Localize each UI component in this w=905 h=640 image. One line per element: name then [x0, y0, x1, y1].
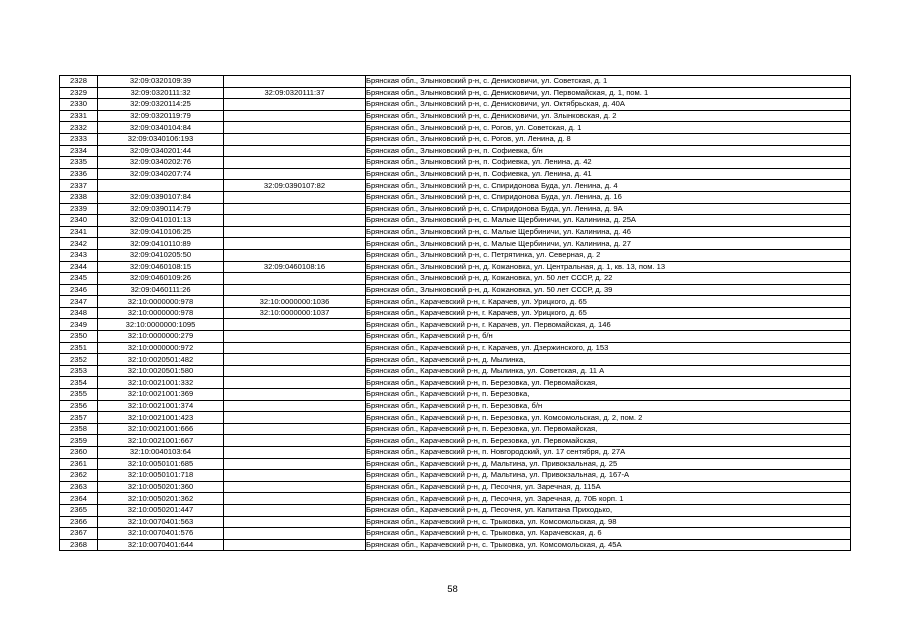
row-number-cell: 2368	[60, 539, 98, 551]
address-cell: Брянская обл., Карачевский р-н, г. Карачев, ул. Урицкого, д. 65	[366, 307, 851, 319]
address-cell: Брянская обл., Карачевский р-н, г. Карачев, ул. Дзержинского, д. 153	[366, 342, 851, 354]
cadastral-number-cell: 32:09:0390107:84	[98, 191, 224, 203]
row-number-cell: 2351	[60, 342, 98, 354]
related-cadastral-number-cell	[224, 342, 366, 354]
related-cadastral-number-cell	[224, 493, 366, 505]
row-number-cell: 2334	[60, 145, 98, 157]
related-cadastral-number-cell	[224, 76, 366, 88]
address-cell: Брянская обл., Карачевский р-н, д. Песочня, ул. Заречная, д. 115А	[366, 481, 851, 493]
row-number-cell: 2346	[60, 284, 98, 296]
row-number-cell: 2337	[60, 180, 98, 192]
cadastral-number-cell: 32:10:0020501:482	[98, 354, 224, 366]
table-row	[60, 389, 851, 401]
cadastral-number-cell: 32:10:0000000:279	[98, 331, 224, 343]
related-cadastral-number-cell	[224, 377, 366, 389]
address-cell: Брянская обл., Злынковский р-н, п. Софиевка, б/н	[366, 145, 851, 157]
related-cadastral-number-cell	[224, 191, 366, 203]
related-cadastral-number-cell	[224, 203, 366, 215]
table-row	[60, 284, 851, 296]
address-cell: Брянская обл., Злынковский р-н, с. Спиридонова Буда, ул. Ленина, д. 4	[366, 180, 851, 192]
table-row	[60, 191, 851, 203]
cadastral-number-cell: 32:10:0040103:64	[98, 447, 224, 459]
cadastral-number-cell: 32:09:0410110:89	[98, 238, 224, 250]
cadastral-number-cell: 32:09:0320111:32	[98, 87, 224, 99]
related-cadastral-number-cell	[224, 458, 366, 470]
related-cadastral-number-cell	[224, 539, 366, 551]
table-row	[60, 504, 851, 516]
related-cadastral-number-cell	[224, 157, 366, 169]
row-number-cell: 2330	[60, 99, 98, 111]
related-cadastral-number-cell	[224, 238, 366, 250]
related-cadastral-number-cell	[224, 435, 366, 447]
related-cadastral-number-cell	[224, 133, 366, 145]
row-number-cell: 2350	[60, 331, 98, 343]
related-cadastral-number-cell	[224, 528, 366, 540]
related-cadastral-number-cell: 32:10:0000000:1036	[224, 296, 366, 308]
row-number-cell: 2344	[60, 261, 98, 273]
table-row	[60, 87, 851, 99]
table-row	[60, 180, 851, 192]
address-cell: Брянская обл., Карачевский р-н, с. Трыковка, ул. Карачевская, д. 6	[366, 528, 851, 540]
table-row	[60, 203, 851, 215]
cadastral-number-cell: 32:09:0340202:76	[98, 157, 224, 169]
address-cell: Брянская обл., Карачевский р-н, д. Мылинка,	[366, 354, 851, 366]
related-cadastral-number-cell	[224, 273, 366, 285]
row-number-cell: 2329	[60, 87, 98, 99]
table-row	[60, 99, 851, 111]
cadastral-number-cell: 32:10:0050201:360	[98, 481, 224, 493]
address-cell: Брянская обл., Карачевский р-н, д. Мальтина, ул. Привокзальная, д. 167-А	[366, 470, 851, 482]
address-cell: Брянская обл., Карачевский р-н, д. Песочня, ул. Капитана Приходько,	[366, 504, 851, 516]
related-cadastral-number-cell	[224, 516, 366, 528]
related-cadastral-number-cell	[224, 122, 366, 134]
cadastral-number-cell: 32:09:0320114:25	[98, 99, 224, 111]
related-cadastral-number-cell	[224, 226, 366, 238]
row-number-cell: 2342	[60, 238, 98, 250]
row-number-cell: 2328	[60, 76, 98, 88]
cadastral-number-cell: 32:10:0021001:667	[98, 435, 224, 447]
row-number-cell: 2366	[60, 516, 98, 528]
cadastral-number-cell: 32:10:0050101:685	[98, 458, 224, 470]
cadastral-number-cell: 32:10:0000000:978	[98, 296, 224, 308]
related-cadastral-number-cell	[224, 284, 366, 296]
row-number-cell: 2359	[60, 435, 98, 447]
cadastral-number-cell: 32:09:0340106:193	[98, 133, 224, 145]
address-cell: Брянская обл., Карачевский р-н, п. Березовка, ул. Первомайская,	[366, 377, 851, 389]
related-cadastral-number-cell	[224, 168, 366, 180]
address-cell: Брянская обл., Карачевский р-н, п. Березовка,	[366, 389, 851, 401]
table-row	[60, 539, 851, 551]
table-row	[60, 342, 851, 354]
cadastral-number-cell: 32:09:0460109:26	[98, 273, 224, 285]
related-cadastral-number-cell	[224, 423, 366, 435]
table-row	[60, 226, 851, 238]
row-number-cell: 2343	[60, 249, 98, 261]
related-cadastral-number-cell	[224, 215, 366, 227]
table-row	[60, 377, 851, 389]
address-cell: Брянская обл., Карачевский р-н, г. Карачев, ул. Первомайская, д. 146	[366, 319, 851, 331]
related-cadastral-number-cell	[224, 319, 366, 331]
related-cadastral-number-cell: 32:09:0320111:37	[224, 87, 366, 99]
table-row	[60, 319, 851, 331]
row-number-cell: 2353	[60, 365, 98, 377]
address-cell: Брянская обл., Карачевский р-н, д. Мылинка, ул. Советская, д. 11 А	[366, 365, 851, 377]
row-number-cell: 2358	[60, 423, 98, 435]
address-cell: Брянская обл., Злынковский р-н, д. Кожановка, ул. 50 лет СССР, д. 39	[366, 284, 851, 296]
address-cell: Брянская обл., Карачевский р-н, п. Новгородский, ул. 17 сентября, д. 27А	[366, 447, 851, 459]
related-cadastral-number-cell	[224, 249, 366, 261]
table-row	[60, 400, 851, 412]
row-number-cell: 2336	[60, 168, 98, 180]
registry-table	[59, 75, 851, 551]
table-row	[60, 331, 851, 343]
row-number-cell: 2365	[60, 504, 98, 516]
related-cadastral-number-cell	[224, 412, 366, 424]
address-cell: Брянская обл., Злынковский р-н, с. Петрятинка, ул. Северная, д. 2	[366, 249, 851, 261]
table-row	[60, 516, 851, 528]
address-cell: Брянская обл., Злынковский р-н, с. Рогов, ул. Ленина, д. 8	[366, 133, 851, 145]
cadastral-number-cell: 32:09:0320109:39	[98, 76, 224, 88]
table-row	[60, 133, 851, 145]
row-number-cell: 2356	[60, 400, 98, 412]
address-cell: Брянская обл., Злынковский р-н, д. Кожановка, ул. Центральная, д. 1, кв. 13, пом. 13	[366, 261, 851, 273]
related-cadastral-number-cell	[224, 470, 366, 482]
row-number-cell: 2332	[60, 122, 98, 134]
address-cell: Брянская обл., Карачевский р-н, д. Мальтина, ул. Привокзальная, д. 25	[366, 458, 851, 470]
address-cell: Брянская обл., Карачевский р-н, д. Песочня, ул. Заречная, д. 70Б корп. 1	[366, 493, 851, 505]
address-cell: Брянская обл., Злынковский р-н, с. Денисковичи, ул. Советская, д. 1	[366, 76, 851, 88]
related-cadastral-number-cell	[224, 365, 366, 377]
address-cell: Брянская обл., Злынковский р-н, п. Софиевка, ул. Ленина, д. 41	[366, 168, 851, 180]
row-number-cell: 2340	[60, 215, 98, 227]
cadastral-number-cell: 32:10:0070401:644	[98, 539, 224, 551]
table-row	[60, 412, 851, 424]
row-number-cell: 2335	[60, 157, 98, 169]
registry-table-body	[60, 76, 851, 551]
table-row	[60, 273, 851, 285]
address-cell: Брянская обл., Карачевский р-н, с. Трыковка, ул. Комсомольская, д. 98	[366, 516, 851, 528]
cadastral-number-cell: 32:10:0050101:718	[98, 470, 224, 482]
table-row	[60, 249, 851, 261]
cadastral-number-cell: 32:09:0340201:44	[98, 145, 224, 157]
table-row	[60, 110, 851, 122]
table-row	[60, 76, 851, 88]
table-row	[60, 423, 851, 435]
address-cell: Брянская обл., Злынковский р-н, п. Софиевка, ул. Ленина, д. 42	[366, 157, 851, 169]
cadastral-number-cell	[98, 180, 224, 192]
related-cadastral-number-cell	[224, 99, 366, 111]
address-cell: Брянская обл., Злынковский р-н, д. Кожановка, ул. 50 лет СССР, д. 22	[366, 273, 851, 285]
row-number-cell: 2333	[60, 133, 98, 145]
address-cell: Брянская обл., Злынковский р-н, с. Спиридонова Буда, ул. Ленина, д. 9А	[366, 203, 851, 215]
related-cadastral-number-cell	[224, 110, 366, 122]
table-row	[60, 365, 851, 377]
table-row	[60, 470, 851, 482]
row-number-cell: 2338	[60, 191, 98, 203]
row-number-cell: 2362	[60, 470, 98, 482]
cadastral-number-cell: 32:10:0000000:978	[98, 307, 224, 319]
related-cadastral-number-cell	[224, 145, 366, 157]
address-cell: Брянская обл., Злынковский р-н, с. Рогов, ул. Советская, д. 1	[366, 122, 851, 134]
cadastral-number-cell: 32:10:0021001:374	[98, 400, 224, 412]
related-cadastral-number-cell: 32:09:0390107:82	[224, 180, 366, 192]
related-cadastral-number-cell	[224, 481, 366, 493]
address-cell: Брянская обл., Злынковский р-н, с. Спиридонова Буда, ул. Ленина, д. 16	[366, 191, 851, 203]
table-row	[60, 435, 851, 447]
cadastral-number-cell: 32:10:0021001:423	[98, 412, 224, 424]
row-number-cell: 2345	[60, 273, 98, 285]
row-number-cell: 2348	[60, 307, 98, 319]
cadastral-number-cell: 32:10:0050201:362	[98, 493, 224, 505]
related-cadastral-number-cell	[224, 331, 366, 343]
cadastral-number-cell: 32:09:0460108:15	[98, 261, 224, 273]
cadastral-number-cell: 32:10:0020501:580	[98, 365, 224, 377]
cadastral-number-cell: 32:09:0320119:79	[98, 110, 224, 122]
address-cell: Брянская обл., Карачевский р-н, г. Карачев, ул. Урицкого, д. 65	[366, 296, 851, 308]
table-row	[60, 157, 851, 169]
table-row	[60, 493, 851, 505]
table-row	[60, 528, 851, 540]
address-cell: Брянская обл., Карачевский р-н, б/н	[366, 331, 851, 343]
cadastral-number-cell: 32:10:0070401:576	[98, 528, 224, 540]
row-number-cell: 2352	[60, 354, 98, 366]
address-cell: Брянская обл., Карачевский р-н, п. Березовка, б/н	[366, 400, 851, 412]
table-row	[60, 261, 851, 273]
cadastral-number-cell: 32:10:0021001:332	[98, 377, 224, 389]
related-cadastral-number-cell	[224, 389, 366, 401]
cadastral-number-cell: 32:09:0460111:26	[98, 284, 224, 296]
related-cadastral-number-cell: 32:09:0460108:16	[224, 261, 366, 273]
address-cell: Брянская обл., Злынковский р-н, с. Денисковичи, ул. Злынковская, д. 2	[366, 110, 851, 122]
table-row	[60, 238, 851, 250]
cadastral-number-cell: 32:09:0410101:13	[98, 215, 224, 227]
address-cell: Брянская обл., Карачевский р-н, п. Березовка, ул. Первомайская,	[366, 435, 851, 447]
cadastral-number-cell: 32:09:0390114:79	[98, 203, 224, 215]
row-number-cell: 2363	[60, 481, 98, 493]
address-cell: Брянская обл., Злынковский р-н, с. Денисковичи, ул. Октябрьская, д. 40А	[366, 99, 851, 111]
related-cadastral-number-cell	[224, 354, 366, 366]
address-cell: Брянская обл., Карачевский р-н, п. Березовка, ул. Первомайская,	[366, 423, 851, 435]
address-cell: Брянская обл., Злынковский р-н, с. Малые Щербиничи, ул. Калинина, д. 25А	[366, 215, 851, 227]
row-number-cell: 2355	[60, 389, 98, 401]
page-number: 58	[447, 584, 458, 595]
table-row	[60, 296, 851, 308]
cadastral-number-cell: 32:09:0340207:74	[98, 168, 224, 180]
related-cadastral-number-cell: 32:10:0000000:1037	[224, 307, 366, 319]
row-number-cell: 2367	[60, 528, 98, 540]
cadastral-number-cell: 32:10:0000000:972	[98, 342, 224, 354]
row-number-cell: 2339	[60, 203, 98, 215]
address-cell: Брянская обл., Злынковский р-н, с. Малые Щербиничи, ул. Калинина, д. 46	[366, 226, 851, 238]
related-cadastral-number-cell	[224, 447, 366, 459]
table-row	[60, 481, 851, 493]
row-number-cell: 2341	[60, 226, 98, 238]
address-cell: Брянская обл., Злынковский р-н, с. Малые Щербиничи, ул. Калинина, д. 27	[366, 238, 851, 250]
row-number-cell: 2364	[60, 493, 98, 505]
cadastral-number-cell: 32:10:0050201:447	[98, 504, 224, 516]
address-cell: Брянская обл., Карачевский р-н, п. Березовка, ул. Комсомольская, д. 2, пом. 2	[366, 412, 851, 424]
cadastral-number-cell: 32:09:0410106:25	[98, 226, 224, 238]
address-cell: Брянская обл., Злынковский р-н, с. Денисковичи, ул. Первомайская, д. 1, пом. 1	[366, 87, 851, 99]
table-row	[60, 354, 851, 366]
row-number-cell: 2347	[60, 296, 98, 308]
table-row	[60, 307, 851, 319]
row-number-cell: 2331	[60, 110, 98, 122]
table-row	[60, 145, 851, 157]
cadastral-number-cell: 32:10:0021001:369	[98, 389, 224, 401]
related-cadastral-number-cell	[224, 400, 366, 412]
row-number-cell: 2360	[60, 447, 98, 459]
row-number-cell: 2349	[60, 319, 98, 331]
table-row	[60, 447, 851, 459]
cadastral-number-cell: 32:09:0340104:84	[98, 122, 224, 134]
cadastral-number-cell: 32:10:0070401:563	[98, 516, 224, 528]
cadastral-number-cell: 32:10:0021001:666	[98, 423, 224, 435]
table-row	[60, 215, 851, 227]
table-row	[60, 168, 851, 180]
row-number-cell: 2361	[60, 458, 98, 470]
cadastral-number-cell: 32:10:0000000:1095	[98, 319, 224, 331]
related-cadastral-number-cell	[224, 504, 366, 516]
row-number-cell: 2357	[60, 412, 98, 424]
row-number-cell: 2354	[60, 377, 98, 389]
table-row	[60, 458, 851, 470]
address-cell: Брянская обл., Карачевский р-н, с. Трыковка, ул. Комсомольская, д. 45А	[366, 539, 851, 551]
cadastral-number-cell: 32:09:0410205:50	[98, 249, 224, 261]
table-row	[60, 122, 851, 134]
